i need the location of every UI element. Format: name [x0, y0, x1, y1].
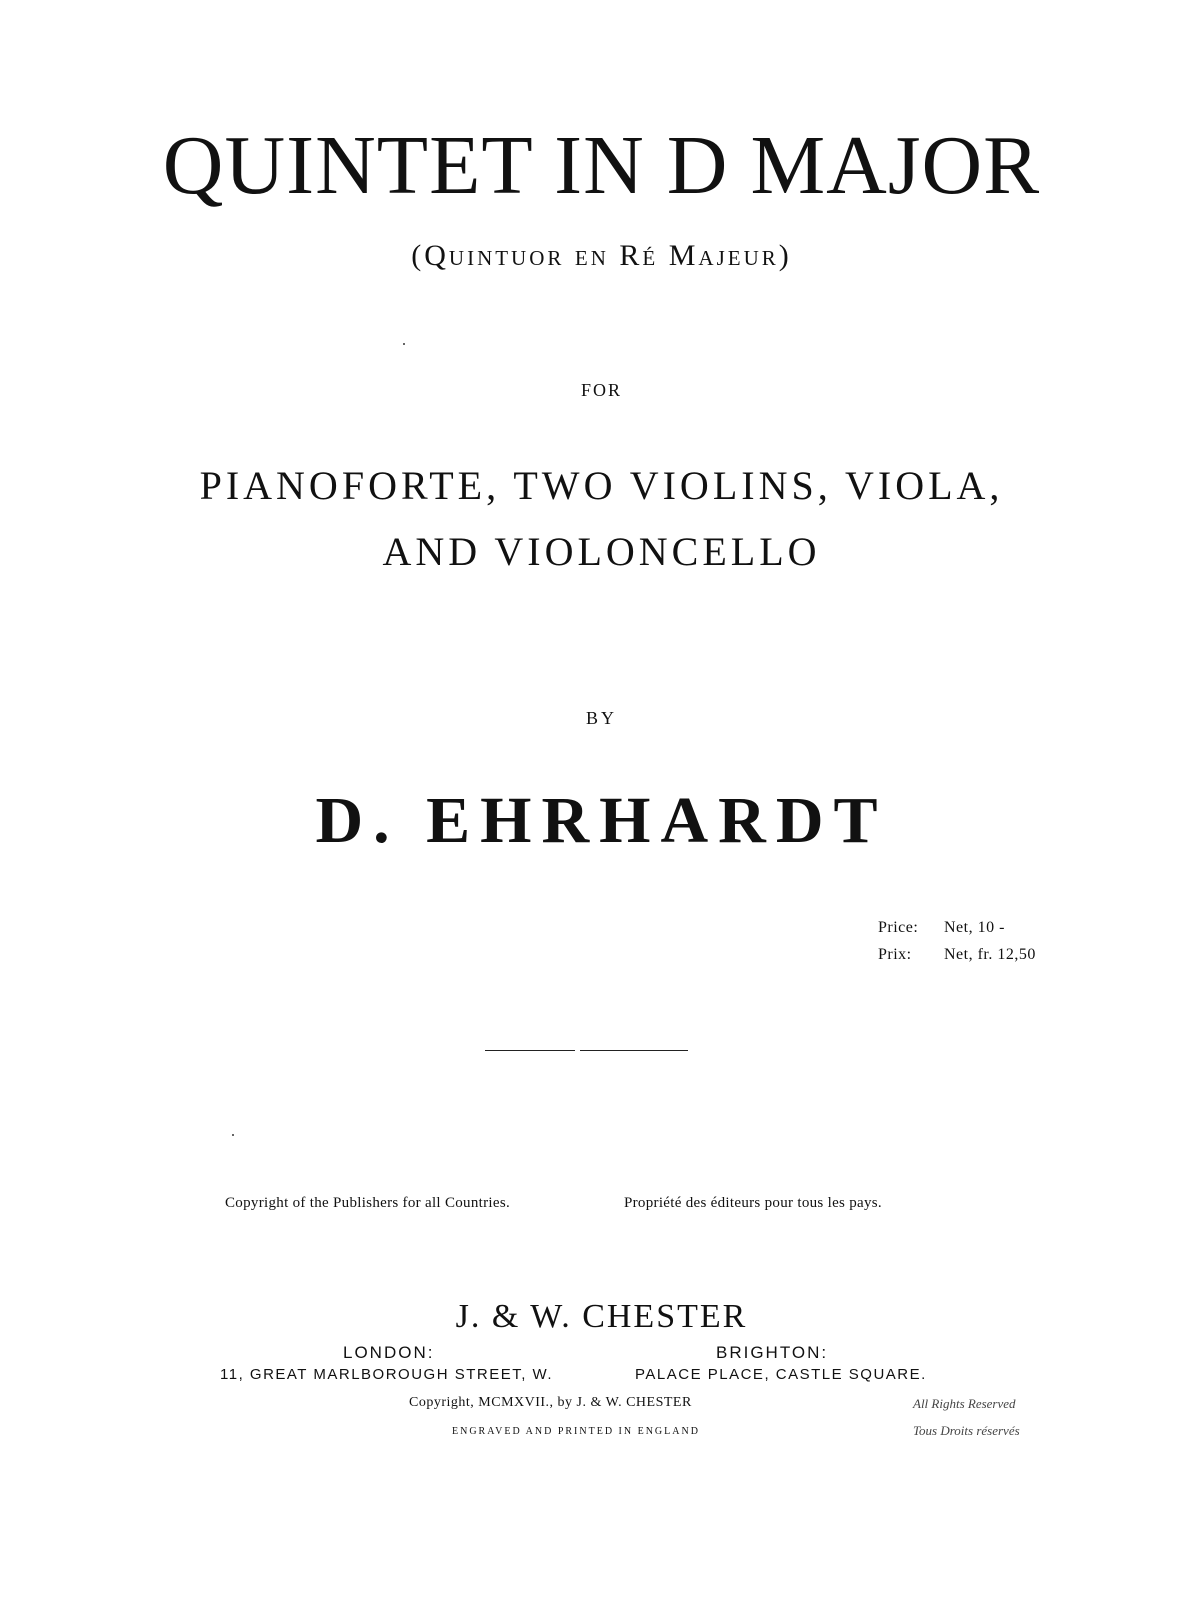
price-label-fr: Prix: [878, 946, 912, 963]
price-label-en: Price: [878, 919, 919, 936]
print-speck [232, 1134, 234, 1136]
rights-reserved-fr: Tous Droits réservés [913, 1423, 1020, 1438]
london-label: LONDON: [343, 1343, 435, 1362]
copyright-notice-fr: Propriété des éditeurs pour tous les pays. [624, 1195, 882, 1211]
copyright-notice-en: Copyright of the Publishers for all Countries. [225, 1195, 511, 1211]
publisher-name: J. & W. CHESTER [455, 1298, 748, 1335]
price-french [878, 944, 1036, 966]
page-title: QUINTET IN D MAJOR [162, 119, 1041, 212]
brighton-address: PALACE PLACE, CASTLE SQUARE. [635, 1366, 927, 1383]
page-subtitle: (Quintuor en Ré Majeur) [411, 239, 792, 272]
for-label: FOR [580, 380, 622, 400]
price-value-fr: Net, fr. 12,50 [944, 946, 1036, 963]
divider-rule-left [485, 1050, 575, 1051]
by-label: BY [585, 708, 617, 728]
engraved-printed-line: ENGRAVED AND PRINTED IN ENGLAND [452, 1426, 700, 1437]
brighton-label: BRIGHTON: [716, 1343, 829, 1362]
instrumentation-line-1: PIANOFORTE, TWO VIOLINS, VIOLA, [199, 463, 1004, 508]
instrumentation-line-2: AND VIOLONCELLO [382, 529, 821, 574]
rights-reserved-en: All Rights Reserved [913, 1396, 1016, 1411]
price-english [878, 917, 1005, 939]
copyright-line: Copyright, MCMXVII., by J. & W. CHESTER [409, 1395, 692, 1410]
price-value-en: Net, 10 - [944, 919, 1005, 936]
divider-rule-right [580, 1050, 688, 1051]
composer-name: D. EHRHARDT [315, 784, 888, 857]
london-address: 11, GREAT MARLBOROUGH STREET, W. [220, 1366, 554, 1383]
print-speck [403, 343, 405, 345]
